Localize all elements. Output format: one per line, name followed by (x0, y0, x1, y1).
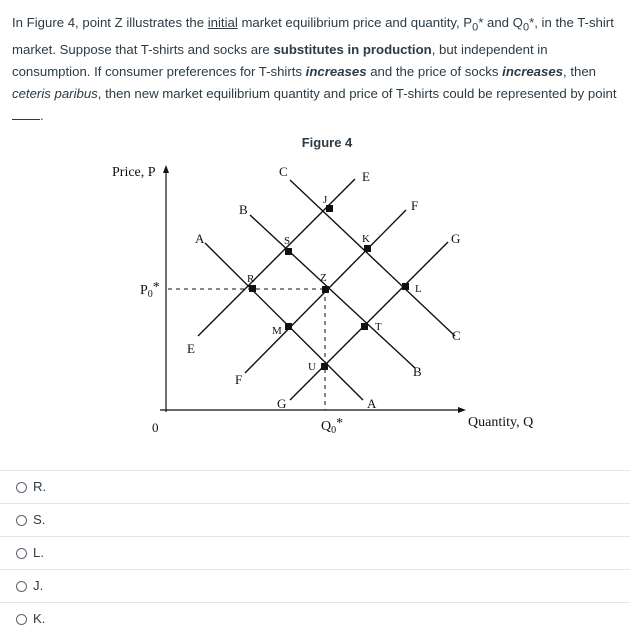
point-u-label: U (308, 361, 316, 373)
answer-label: S. (33, 512, 46, 527)
point-j-marker (326, 205, 333, 212)
point-t-marker (361, 323, 368, 330)
point-l-label: L (415, 283, 422, 295)
curve-label-f-top: F (411, 198, 419, 213)
y-axis-arrow (163, 165, 169, 173)
answer-options (0, 470, 630, 635)
curve-label-e-bottom: E (187, 341, 195, 356)
point-j-label: J (323, 194, 328, 206)
answer-option-j[interactable] (0, 569, 630, 602)
supply-curve-e (198, 179, 355, 336)
demand-curve-a (205, 243, 363, 400)
point-l-marker (402, 283, 409, 290)
x-axis-arrow (458, 407, 466, 413)
x-axis-label: Quantity, Q (468, 415, 534, 430)
point-m-marker (285, 323, 292, 330)
answer-option-k[interactable] (0, 602, 630, 635)
radio-button[interactable] (16, 515, 27, 526)
radio-button[interactable] (16, 548, 27, 559)
curve-label-c-bottom: C (452, 328, 461, 343)
point-z-label: Z (320, 272, 327, 284)
answer-option-l[interactable] (0, 536, 630, 569)
origin-label: 0 (152, 420, 159, 435)
supply-curve-g (290, 242, 448, 400)
answer-label: K. (33, 611, 46, 626)
point-s-marker (285, 248, 292, 255)
p0-label: $P_0*$ (140, 280, 160, 300)
curve-label-a-bottom: A (367, 396, 377, 411)
answer-label: J. (33, 578, 44, 593)
point-z-marker (322, 286, 329, 293)
point-r-marker (249, 285, 256, 292)
curve-label-b-top: B (239, 202, 248, 217)
point-k-marker (364, 245, 371, 252)
answer-blank (12, 108, 40, 120)
answer-label: L. (33, 545, 44, 560)
y-axis-label: Price, P (112, 165, 156, 180)
curve-label-b-bottom: B (413, 364, 422, 379)
curve-label-g-bottom: G (277, 396, 287, 411)
point-t-label: T (375, 321, 382, 333)
radio-button[interactable] (16, 614, 27, 625)
figure-title: Figure 4 (301, 135, 353, 150)
q0-label: $Q_0*$ (321, 416, 344, 436)
question-text: In Figure 4, point Z illustrates the initial market equilibrium price and quantity, $P_0*$ and $Q_0*$, in the T-shirt market. Suppose that T-shirts and socks are substitutes in production, but independent in consumption. If consumer preferences for T-shirts increases and the price of socks increases, then ceteris paribus, then new market equilibrium quantity and price of T-shirts could be represented by point. (12, 15, 617, 123)
curve-label-a-top: A (195, 231, 205, 246)
curve-label-e-top: E (362, 169, 370, 184)
demand-curve-b (250, 215, 415, 368)
radio-button[interactable] (16, 482, 27, 493)
point-m-label: M (272, 325, 282, 337)
point-s-label: S (284, 235, 291, 247)
figure-4 (0, 130, 630, 460)
answer-label: R. (33, 479, 47, 494)
curve-label-f-bottom: F (235, 372, 243, 387)
answer-option-s[interactable] (0, 503, 630, 536)
point-u-marker (321, 363, 328, 370)
figure-4-svg (0, 130, 630, 460)
demand-curve-c (290, 180, 455, 336)
answer-option-r[interactable] (0, 470, 630, 503)
point-r-label: R (247, 273, 255, 285)
curve-label-g-top: G (451, 231, 461, 246)
point-k-label: K (362, 233, 370, 245)
curve-label-c-top: C (279, 164, 288, 179)
radio-button[interactable] (16, 581, 27, 592)
